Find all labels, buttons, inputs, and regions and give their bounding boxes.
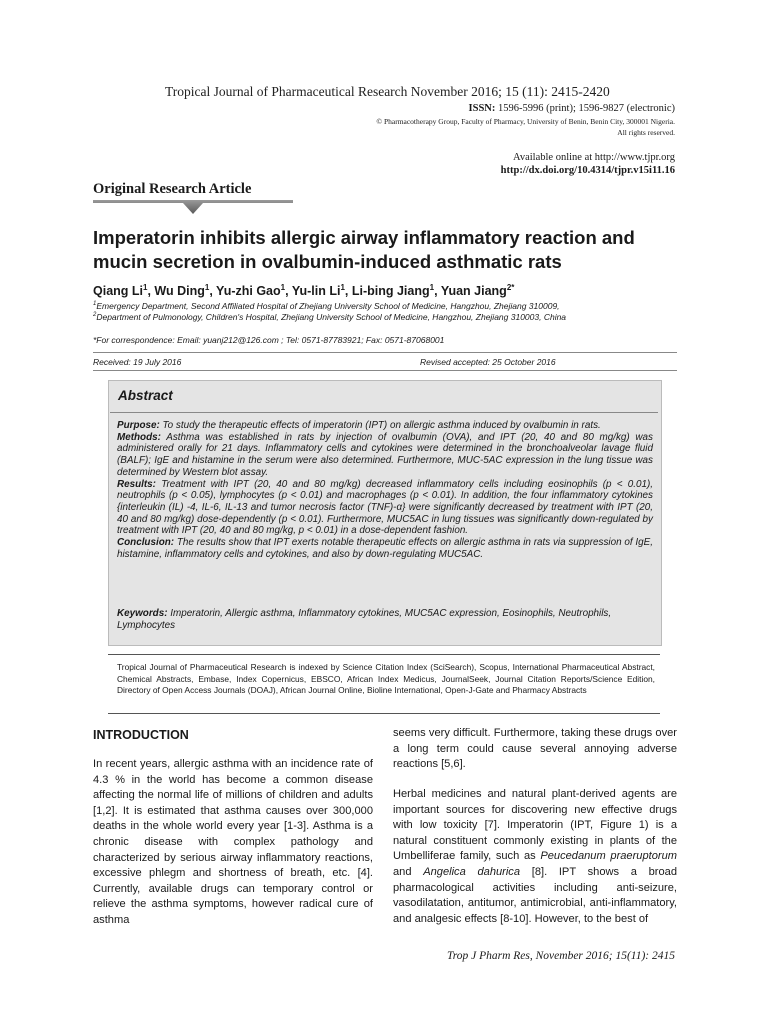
rights-line: All rights reserved. [617, 128, 675, 137]
article-type-arrow-bar [93, 200, 293, 214]
copyright-line: © Pharmacotherapy Group, Faculty of Pharmacy, University of Benin, Benin City, 300001 Nigeria. [376, 117, 675, 126]
author: Qiang Li [93, 284, 143, 299]
article-title: Imperatorin inhibits allergic airway inflammatory reaction and mucin secretion in ovalbumin-induced asthmatic rats [93, 227, 635, 272]
keywords [117, 608, 653, 631]
aff-sup: 2 [93, 312, 97, 319]
text-run: and [393, 865, 424, 878]
page-footer: Trop J Pharm Res, November 2016; 15(11): 2415 [446, 950, 675, 962]
available-online-link[interactable]: Available online at http://www.tjpr.org [513, 152, 675, 163]
received-date: Received: 19 July 2016 [93, 357, 182, 367]
author: Wu Ding [154, 284, 205, 299]
conclusion-label: Conclusion: [117, 537, 175, 549]
author-list: Qiang Li$^1$, Wu Ding$^1$, Yu-zhi Gao$^1$, Yu-lin Li$^1$, Li-bing Jiang$^1$, Yuan Jiang$^{2*}$ [93, 283, 515, 299]
abstract-heading: Abstract [118, 388, 173, 403]
author-sup: 1 [204, 283, 210, 292]
affiliation-2 [93, 312, 566, 322]
author: Yu-zhi Gao [216, 284, 281, 299]
methods-text: Asthma was established in rats by injection of ovalbumin (OVA), and IPT (20, 40 and 80 mg/kg) was administered orally for 21 days. Inflammatory cells and cytokines were determined in the bronchoalveolar lavage fluid (BALF); IgE and histamine in the serum were also determined. Furthermore, MUC-5AC expression in the lung tissue was determined by Western blot assay. [117, 431, 653, 478]
conclusion-text: The results show that IPT exerts notable therapeutic effects on allergic asthma in rats via suppression of IgE, histamine, inflammatory cells and cytokines, and also by down-regulating MUC5AC. [117, 537, 653, 560]
accepted-date: Revised accepted: 25 October 2016 [420, 357, 556, 367]
keywords-label: Keywords: [117, 608, 168, 619]
article-type: Original Research Article [93, 181, 252, 197]
aff-text: Emergency Department, Second Affiliated Hospital of Zhejiang University School of Medicine, Hangzhou, Zhejiang 310009, [96, 301, 560, 311]
purpose-label: Purpose: [117, 420, 160, 431]
abstract-body [117, 420, 653, 560]
introduction-column-2-para-1: seems very difficult. Furthermore, taking these drugs over a long term could cause several annoying adverse reactions [5,6]. [393, 727, 677, 771]
aff-sup: 1 [93, 301, 97, 308]
author-sup: 1 [429, 283, 435, 292]
text-run: Herbal medicines and natural plant-derived agents are important sources for discovering new effective drugs with low toxicity [7]. Imperatorin (IPT, Figure 1) is a natural constituent commonly existing in plants of the Umbelliferae family, such as [393, 788, 677, 863]
divider [108, 654, 660, 655]
affiliation-1 [93, 301, 560, 311]
keywords-text: Imperatorin, Allergic asthma, Inflammatory cytokines, MUC5AC expression, Eosinophils, Neutrophils, Lymphocytes [117, 608, 612, 631]
introduction-heading: INTRODUCTION [93, 728, 189, 742]
aff-text: Department of Pulmonology, Children's Hospital, Zhejiang University School of Medicine, Hangzhou, Zhejiang 310003, China [96, 312, 567, 322]
author-sup: 1 [340, 283, 345, 292]
indexing-statement: Tropical Journal of Pharmaceutical Research is indexed by Science Citation Index (SciSearch), Scopus, International Pharmaceutical Abstract, Chemical Abstracts, Embase, Index Copernicus, EBSCO, African Index Medicus, JournalSeek, Journal Citation Reports/Science Edition, Directory of Open Access Journals (DOAJ), African Journal Online, Bioline International, Open-J-Gate and Pharmacy Abstracts [117, 662, 655, 696]
author-sup: 2* [506, 283, 515, 292]
issn-line [469, 103, 675, 114]
issn-value: 1596-5996 (print); 1596-9827 (electronic) [495, 103, 675, 114]
author: Yu-lin Li [291, 284, 341, 299]
introduction-column-1: In recent years, allergic asthma with an incidence rate of 4.3 % in the world has become a common disease affecting the normal life of millions of children and adults [1,2]. It is estimated that asthma causes over 300,000 deaths in the whole world every year [1-3]. Asthma is a chronic disease with complex pathology and characterized by serious airway inflammatory reactions, excessive phlegm and shortness of breath, etc. [4]. Currently, available drugs can temporary control or relieve the asthma symptoms, however radical cure of asthma [93, 758, 373, 926]
correspondence: *For correspondence: Email: yuanj212@126.com ; Tel: 0571-87783921; Fax: 0571-87068001 [93, 335, 445, 345]
species-name: Peucedanum praeruptorum [540, 850, 677, 863]
journal-citation: Tropical Journal of Pharmaceutical Research November 2016; 15 (11): 2415-2420 [165, 84, 610, 99]
results-text: Treatment with IPT (20, 40 and 80 mg/kg) decreased inflammatory cells including eosinophils (p < 0.01), neutrophils (p < 0.05), lymphocytes (p < 0.01) and macrophages (p < 0.01). In addition, the four inflammatory cytokines {interleukin (IL) -4, IL-6, IL-13 and tumor necrosis factor (TNF)-α} were significantly decreased by treatment with IPT (20, 40 and 80 mg/kg) dose-dependently (p < 0.01). Furthermore, MUC5AC in lung tissues was significantly down-regulated by treatment with IPT (20, 40 and 80 mg/kg, p < 0.01) in a dose-dependent fashion. [117, 478, 653, 537]
divider [93, 352, 677, 353]
methods-label: Methods: [117, 431, 161, 443]
results-label: Results: [117, 478, 156, 490]
divider [93, 370, 677, 371]
divider [110, 412, 658, 413]
divider [108, 713, 660, 714]
species-name: Angelica dahurica [423, 865, 521, 878]
issn-label: ISSN: [468, 103, 496, 114]
doi-link[interactable]: http://dx.doi.org/10.4314/tjpr.v15i11.16 [500, 165, 675, 176]
author-sup: 1 [280, 283, 286, 292]
author: Yuan Jiang [440, 284, 507, 299]
author: Li-bing Jiang [351, 284, 430, 299]
purpose-text: To study the therapeutic effects of imperatorin (IPT) on allergic asthma induced by ovalbumin in rats. [159, 420, 601, 431]
introduction-column-2-para-2 [393, 787, 677, 927]
author-sup: 1 [143, 283, 148, 292]
text-run: [8]. IPT shows a broad pharmacological activities including anti-seizure, vasodilatation, antitumor, antimicrobial, anti-inflammatory, and analgesic effects [8-10]. However, to the best of [393, 865, 677, 925]
